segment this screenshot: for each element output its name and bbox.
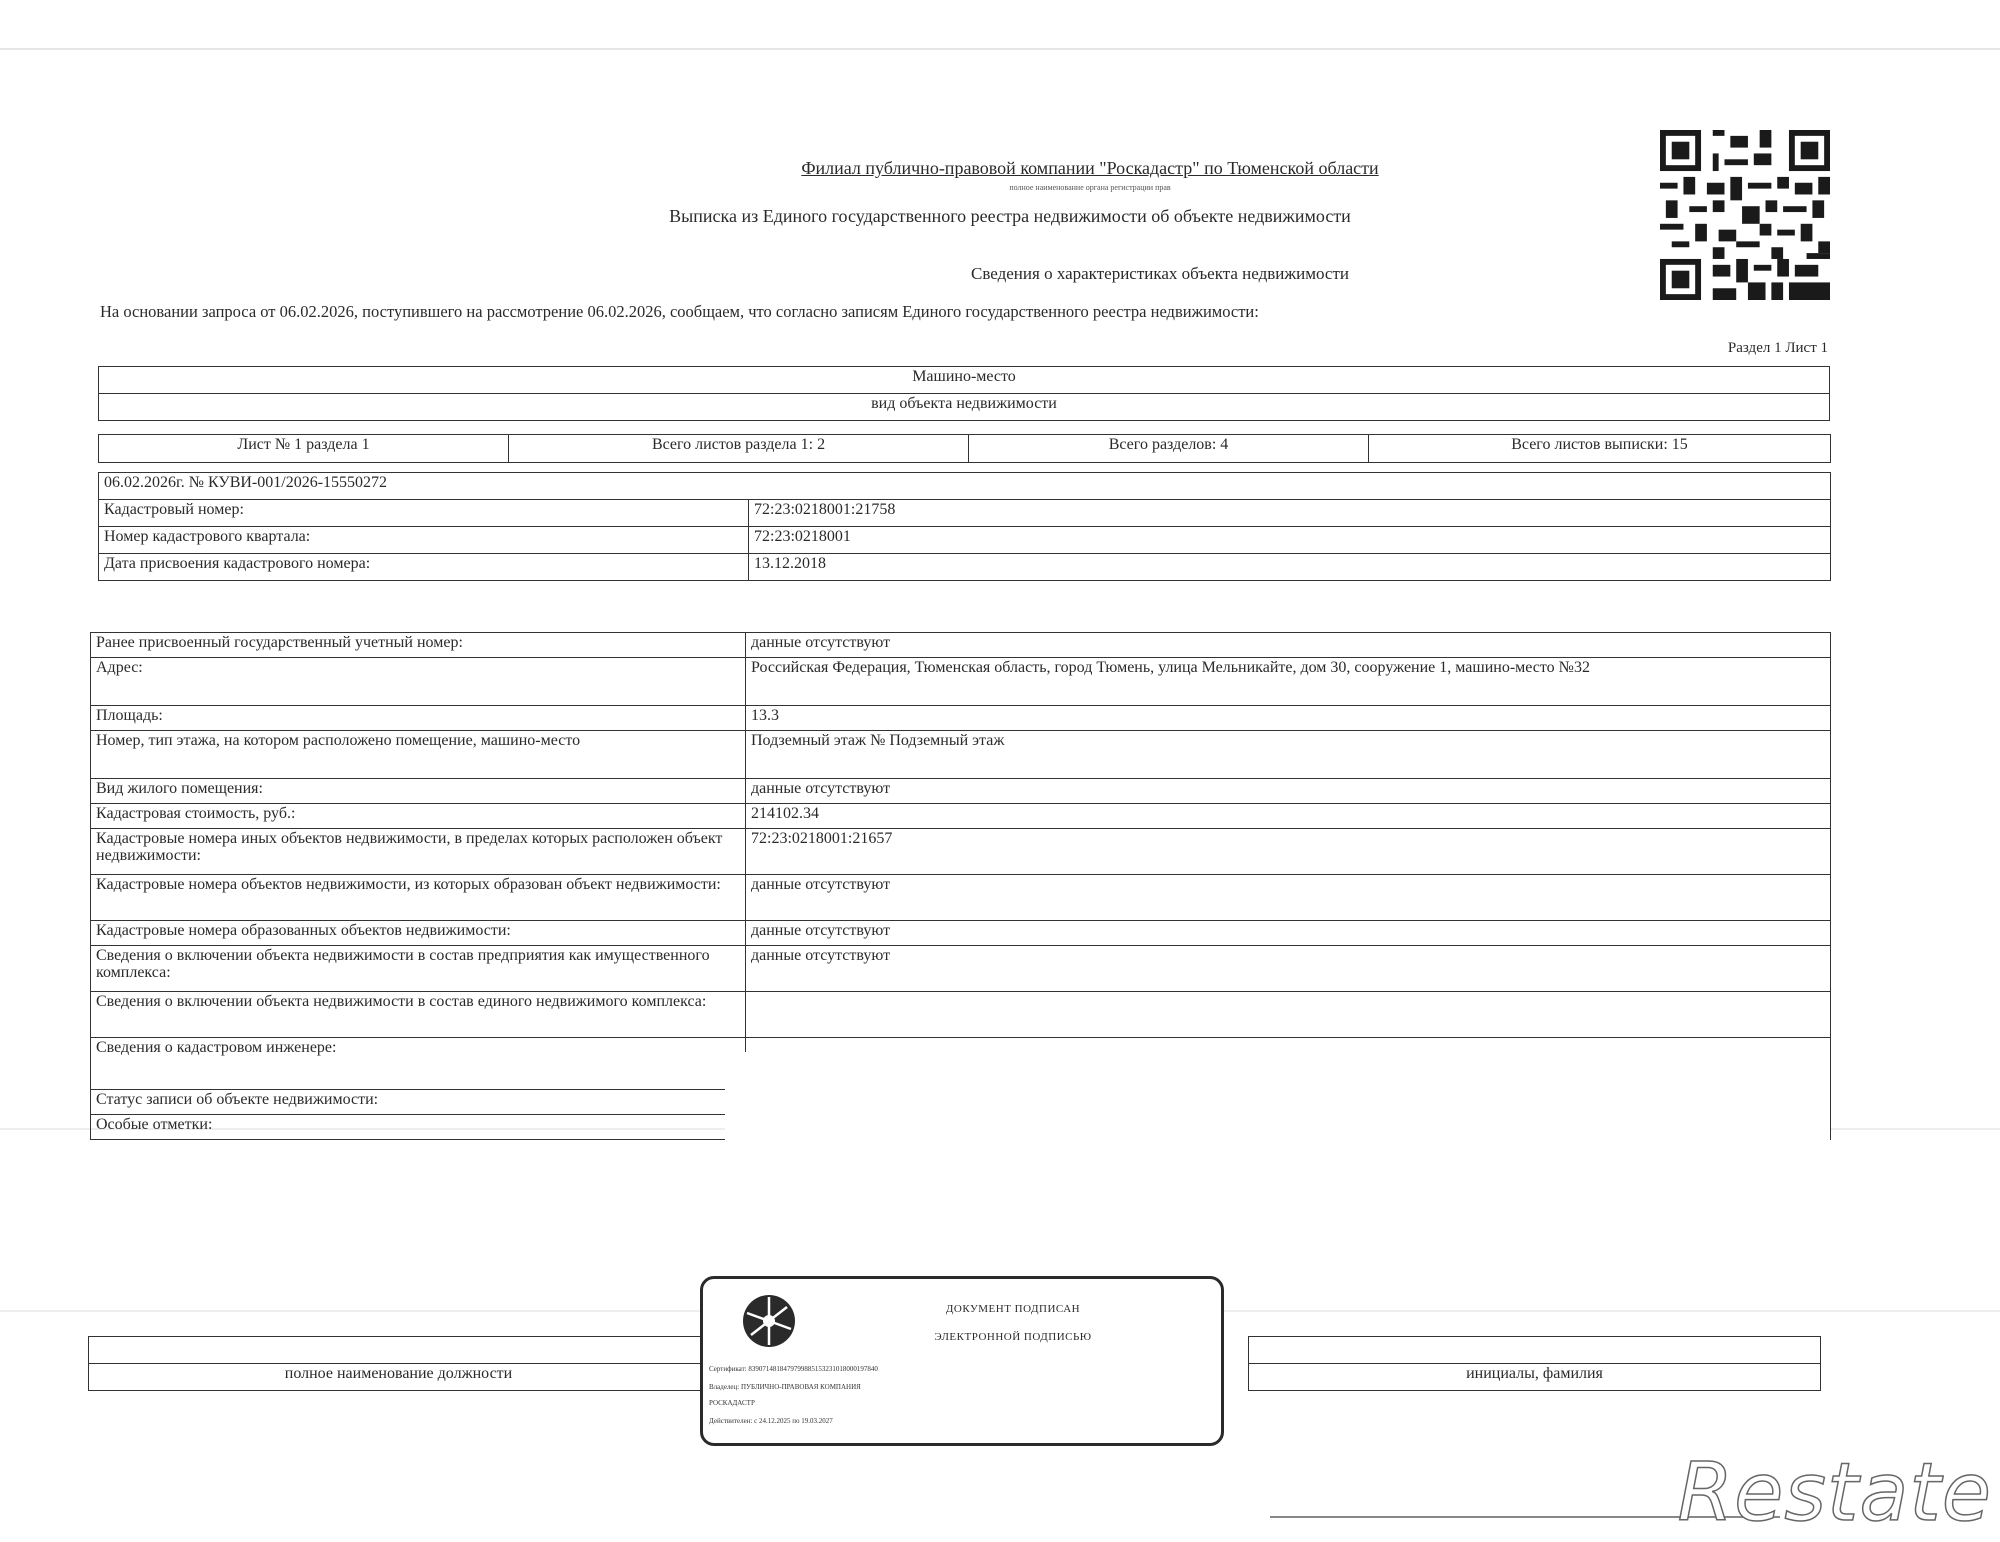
row-label: Сведения о включении объекта недвижимости в состав предприятия как имущественного комплекса: <box>91 946 746 992</box>
table-row <box>91 731 1831 779</box>
object-type-value: Машино-место <box>99 367 1830 394</box>
row-value: 72:23:0218001:21758 <box>749 500 1831 527</box>
row-label: Номер, тип этажа, на котором расположено помещение, машино-место <box>91 731 746 779</box>
row-value: данные отсутствуют <box>746 946 1831 992</box>
row-value: Российская Федерация, Тюменская область, город Тюмень, улица Мельникайте, дом 30, сооружение 1, машино-место №32 <box>746 658 1831 706</box>
object-type-caption: вид объекта недвижимости <box>99 394 1830 421</box>
stamp-validity: Действителен: с 24.12.2025 по 19.03.2027 <box>709 1417 833 1425</box>
table-row <box>91 829 1831 875</box>
row-label: Вид жилого помещения: <box>91 779 746 804</box>
row-label: Особые отметки: <box>91 1115 746 1140</box>
document-subtitle: Сведения о характеристиках объекта недвижимости <box>971 264 1349 283</box>
table-row <box>91 633 1831 658</box>
row-value: данные отсутствуют <box>746 779 1831 804</box>
position-caption: полное наименование должности <box>89 1364 709 1391</box>
row-label: Дата присвоения кадастрового номера: <box>99 554 749 581</box>
redacted-area <box>725 1052 1830 1224</box>
table-row <box>91 706 1831 731</box>
stamp-owner: Владелец: ПУБЛИЧНО-ПРАВОВАЯ КОМПАНИЯ <box>709 1383 861 1391</box>
organization-name: Филиал публично-правовой компании "Роскадастр" по Тюменской области <box>801 158 1379 178</box>
object-type-table <box>98 366 1830 421</box>
table-row <box>91 992 1831 1038</box>
stamp-title-line2: ЭЛЕКТРОННОЙ ПОДПИСЬЮ <box>934 1331 1092 1343</box>
table-row <box>99 500 1831 527</box>
row-value: данные отсутствуют <box>746 633 1831 658</box>
sheets-table <box>98 434 1831 463</box>
table-row <box>91 804 1831 829</box>
row-value: 72:23:0218001 <box>749 527 1831 554</box>
name-cell <box>1249 1337 1821 1364</box>
name-caption: инициалы, фамилия <box>1249 1364 1821 1391</box>
row-value: данные отсутствуют <box>746 921 1831 946</box>
row-label: Площадь: <box>91 706 746 731</box>
row-label: Адрес: <box>91 658 746 706</box>
total-sections: Всего разделов: 4 <box>969 435 1369 463</box>
row-label: Кадастровые номера образованных объектов недвижимости: <box>91 921 746 946</box>
row-value: Подземный этаж № Подземный этаж <box>746 731 1831 779</box>
row-label: Кадастровая стоимость, руб.: <box>91 804 746 829</box>
row-value: данные отсутствуют <box>746 875 1831 921</box>
total-sheets-section: Всего листов раздела 1: 2 <box>509 435 969 463</box>
row-label: Номер кадастрового квартала: <box>99 527 749 554</box>
position-cell <box>89 1337 709 1364</box>
table-row <box>91 946 1831 992</box>
row-value: 13.12.2018 <box>749 554 1831 581</box>
rosreestr-emblem-icon <box>741 1293 797 1349</box>
table-row <box>91 921 1831 946</box>
stamp-owner-line2: РОСКАДАСТР <box>709 1399 755 1407</box>
electronic-signature-stamp <box>700 1276 1224 1446</box>
document-title: Выписка из Единого государственного реестра недвижимости об объекте недвижимости <box>669 206 1351 226</box>
organization-caption: полное наименование органа регистрации прав <box>1009 183 1171 192</box>
restate-watermark: Restate <box>1677 1446 1992 1539</box>
section-reference: Раздел 1 Лист 1 <box>1727 340 1828 356</box>
row-label: Кадастровые номера объектов недвижимости, из которых образован объект недвижимости: <box>91 875 746 921</box>
row-label: Сведения о кадастровом инженере: <box>91 1038 746 1090</box>
stamp-title-line1: ДОКУМЕНТ ПОДПИСАН <box>945 1303 1081 1315</box>
row-value: 72:23:0218001:21657 <box>746 829 1831 875</box>
stamp-certificate: Сертификат: 8390714818479799885153231018000197840 <box>709 1365 878 1373</box>
row-label: Статус записи об объекте недвижимости: <box>91 1090 746 1115</box>
table-row <box>99 527 1831 554</box>
request-reference: 06.02.2026г. № КУВИ-001/2026-15550272 <box>99 473 1831 500</box>
qr-code-icon <box>1660 130 1830 300</box>
row-value: 214102.34 <box>746 804 1831 829</box>
row-label: Кадастровые номера иных объектов недвижимости, в пределах которых расположен объект недвижимости: <box>91 829 746 875</box>
registration-table <box>98 472 1831 581</box>
row-label: Ранее присвоенный государственный учетный номер: <box>91 633 746 658</box>
table-row <box>99 554 1831 581</box>
row-value: 13.3 <box>746 706 1831 731</box>
total-sheets-extract: Всего листов выписки: 15 <box>1369 435 1831 463</box>
table-row <box>91 779 1831 804</box>
row-label: Сведения о включении объекта недвижимости в состав единого недвижимого комплекса: <box>91 992 746 1038</box>
basis-statement: На основании запроса от 06.02.2026, поступившего на рассмотрение 06.02.2026, сообщаем, что согласно записям Единого государственного реестра недвижимости: <box>100 302 1259 321</box>
row-value <box>746 992 1831 1038</box>
table-row <box>91 658 1831 706</box>
scan-artifact-line <box>0 48 2000 50</box>
table-row <box>91 875 1831 921</box>
row-label: Кадастровый номер: <box>99 500 749 527</box>
sheet-number: Лист № 1 раздела 1 <box>99 435 509 463</box>
